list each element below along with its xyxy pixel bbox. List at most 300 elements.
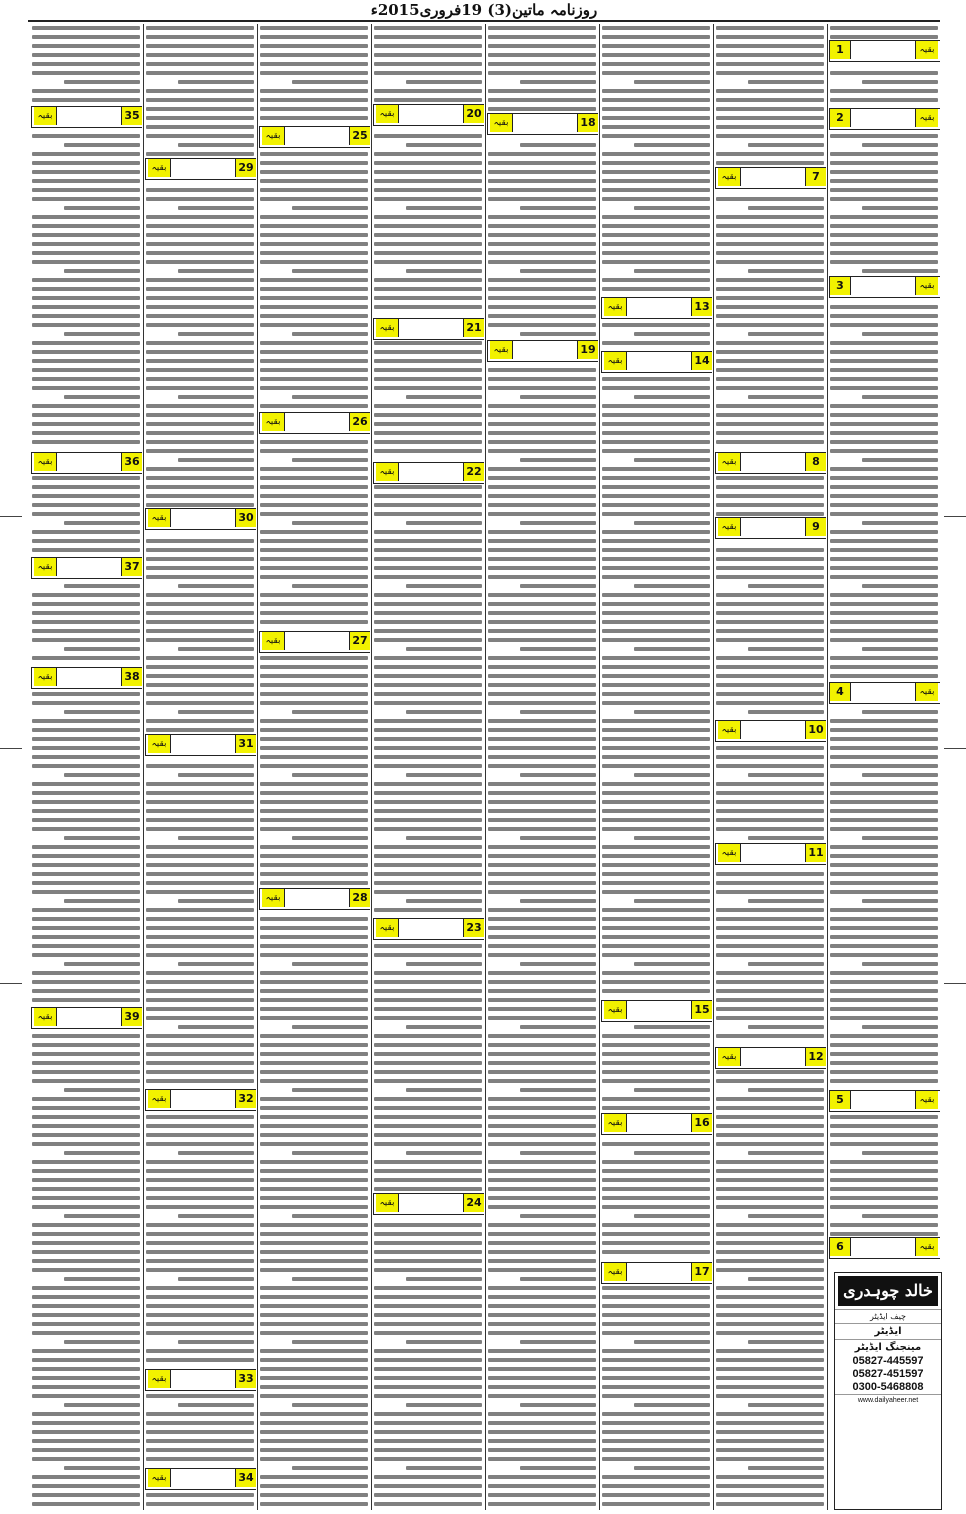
text-line [32,629,140,633]
continuation-badge[interactable] [715,452,826,474]
text-line [830,539,938,543]
text-line [602,341,710,345]
text-line [32,503,140,507]
text-line [374,386,482,390]
text-line [602,1358,710,1362]
text-line [374,989,482,993]
text-line [260,98,368,102]
text-line [406,962,482,966]
text-line [634,1025,710,1029]
text-line [602,1439,710,1443]
continuation-badge[interactable] [487,340,598,362]
text-line [146,782,254,786]
text-line [862,647,938,651]
text-line [488,1448,596,1452]
text-line [716,1133,824,1137]
continuation-badge[interactable] [31,452,142,474]
text-column [714,24,826,1510]
article-text [146,26,254,1510]
continuation-badge[interactable] [145,1468,256,1490]
text-line [488,692,596,696]
text-line [488,1376,596,1380]
text-line [374,431,482,435]
text-line [374,1079,482,1083]
text-line [146,1286,254,1290]
text-line [374,1043,482,1047]
text-line [260,863,368,867]
continuation-badge[interactable] [145,508,256,530]
text-line [716,1241,824,1245]
text-line [32,1187,140,1191]
text-line [634,1151,710,1155]
text-line [146,1187,254,1191]
continuation-label: بقیہ [604,1114,627,1132]
article-text [260,26,368,1510]
text-line [260,359,368,363]
text-line [260,755,368,759]
continuation-badge[interactable] [259,412,370,434]
text-line [830,1178,938,1182]
text-line [260,881,368,885]
text-line [146,791,254,795]
continuation-badge[interactable] [373,104,484,126]
text-line [488,89,596,93]
text-line [374,1295,482,1299]
text-line [292,206,368,210]
text-line [32,296,140,300]
text-line [32,809,140,813]
text-line [146,620,254,624]
text-line [488,953,596,957]
text-line [488,1322,596,1326]
text-line [374,71,482,75]
text-line [488,1223,596,1227]
text-line [602,449,710,453]
continuation-badge[interactable] [373,462,484,484]
text-line [862,1025,938,1029]
text-line [374,1124,482,1128]
text-line [716,602,824,606]
text-line [602,323,710,327]
text-line [488,53,596,57]
continuation-number: 24 [463,1194,484,1212]
text-line [634,1340,710,1344]
text-line [602,620,710,624]
text-line [374,1142,482,1146]
text-line [146,1313,254,1317]
text-line [602,125,710,129]
continuation-badge[interactable] [715,1047,826,1069]
text-line [260,1358,368,1362]
text-line [602,827,710,831]
text-line [830,629,938,633]
text-line [602,98,710,102]
continuation-badge[interactable] [373,318,484,340]
text-line [830,305,938,309]
text-line [830,359,938,363]
text-line [32,998,140,1002]
text-line [64,1277,140,1281]
text-line [488,152,596,156]
text-line [716,764,824,768]
text-line [260,602,368,606]
text-line [830,260,938,264]
continuation-badge[interactable] [601,1000,712,1022]
text-line [260,1187,368,1191]
text-line [146,971,254,975]
text-line [374,944,482,948]
text-line [260,215,368,219]
continuation-number: 21 [463,319,484,337]
text-line [260,26,368,30]
text-line [520,1025,596,1029]
text-line [830,953,938,957]
text-line [260,728,368,732]
continuation-label: بقیہ [262,632,285,650]
text-line [374,1304,482,1308]
text-line [260,1376,368,1380]
continuation-badge[interactable] [31,1007,142,1029]
column-rule [257,24,258,1510]
text-line [488,800,596,804]
text-line [32,35,140,39]
text-line [748,1214,824,1218]
text-line [488,1367,596,1371]
text-line [260,998,368,1002]
text-line [716,62,824,66]
continuation-badge[interactable] [145,158,256,180]
text-line [146,26,254,30]
text-line [520,899,596,903]
text-line [716,224,824,228]
text-line [260,1079,368,1083]
text-line [260,1160,368,1164]
text-line [602,1349,710,1353]
text-line [374,602,482,606]
text-line [716,1007,824,1011]
text-line [602,404,710,408]
text-line [716,746,824,750]
text-line [146,1142,254,1146]
continuation-badge[interactable] [715,843,826,865]
text-line [32,134,140,138]
text-line [260,1286,368,1290]
text-line [488,1016,596,1020]
continuation-number: 5 [830,1091,851,1109]
text-line [374,737,482,741]
continuation-badge[interactable] [259,888,370,910]
text-line [374,1394,482,1398]
text-line [260,575,368,579]
text-line [260,1322,368,1326]
continuation-badge[interactable] [829,108,940,130]
text-line [260,1313,368,1317]
continuation-number: 4 [830,683,851,701]
text-line [260,287,368,291]
text-line [260,53,368,57]
continuation-badge[interactable] [145,1089,256,1111]
text-line [260,62,368,66]
text-line [260,854,368,858]
text-line [488,1286,596,1290]
text-line [748,899,824,903]
continuation-number: 26 [349,413,370,431]
text-line [830,1052,938,1056]
text-line [830,944,938,948]
text-line [488,323,596,327]
text-line [260,1493,368,1497]
text-line [488,1349,596,1353]
text-line [32,197,140,201]
text-line [146,881,254,885]
continuation-badge[interactable] [601,297,712,319]
text-line [32,1160,140,1164]
text-line [64,395,140,399]
continuation-badge[interactable] [715,167,826,189]
text-line [406,584,482,588]
text-line [716,827,824,831]
text-line [374,872,482,876]
text-line [488,908,596,912]
text-line [374,251,482,255]
text-line [374,359,482,363]
fold-mark-left [0,516,22,517]
continuation-badge[interactable] [259,631,370,653]
text-line [716,386,824,390]
text-line [830,719,938,723]
text-line [520,710,596,714]
text-line [716,818,824,822]
text-line [716,1475,824,1479]
text-line [520,836,596,840]
text-line [260,809,368,813]
text-line [178,899,254,903]
continuation-badge[interactable] [145,734,256,756]
text-line [830,242,938,246]
text-line [602,1169,710,1173]
text-line [260,1367,368,1371]
text-line [260,1304,368,1308]
continuation-label: بقیہ [915,683,938,701]
continuation-badge[interactable] [145,1369,256,1391]
continuation-badge[interactable] [373,918,484,940]
text-line [488,386,596,390]
text-line [146,98,254,102]
text-line [32,1358,140,1362]
text-line [32,1448,140,1452]
text-line [634,1403,710,1407]
text-line [602,1034,710,1038]
text-line [602,854,710,858]
continuation-number: 9 [805,518,826,536]
text-line [32,1331,140,1335]
continuation-badge[interactable] [829,40,940,62]
text-line [178,836,254,840]
text-line [830,1007,938,1011]
text-column [30,24,142,1510]
text-line [488,224,596,228]
text-line [488,998,596,1002]
continuation-badge[interactable] [373,1193,484,1215]
continuation-number: 11 [805,844,826,862]
text-line [830,782,938,786]
continuation-badge[interactable] [487,113,598,135]
text-line [602,800,710,804]
text-line [602,1070,710,1074]
text-line [488,809,596,813]
text-line [602,656,710,660]
text-line [602,1043,710,1047]
text-line [634,1214,710,1218]
article-text [488,26,596,1510]
text-line [602,467,710,471]
text-line [32,764,140,768]
text-line [716,890,824,894]
text-line [716,1448,824,1452]
text-line [146,1178,254,1182]
text-line [32,1322,140,1326]
text-line [146,539,254,543]
text-line [830,1115,938,1119]
text-line [862,80,938,84]
text-line [146,476,254,480]
text-line [374,503,482,507]
text-line [830,350,938,354]
text-line [374,1187,482,1191]
text-line [374,1250,482,1254]
text-line [634,710,710,714]
text-line [602,503,710,507]
text-line [830,764,938,768]
text-line [488,728,596,732]
text-line [146,917,254,921]
text-line [634,458,710,462]
text-line [488,1169,596,1173]
text-line [602,278,710,282]
text-line [830,863,938,867]
continuation-badge[interactable] [31,667,142,689]
text-line [260,512,368,516]
text-line [260,665,368,669]
text-line [178,584,254,588]
continuation-label: بقیہ [148,509,171,527]
text-line [830,1205,938,1209]
text-line [488,35,596,39]
continuation-badge[interactable] [829,1237,940,1259]
text-line [32,1259,140,1263]
text-line [32,260,140,264]
continuation-label: بقیہ [604,298,627,316]
text-line [146,1124,254,1128]
continuation-badge[interactable] [601,1262,712,1284]
text-line [146,44,254,48]
text-line [260,800,368,804]
text-line [830,512,938,516]
text-line [716,1124,824,1128]
continuation-badge[interactable] [259,126,370,148]
continuation-badge[interactable] [829,1090,940,1112]
text-line [260,1223,368,1227]
text-line [716,512,824,516]
text-line [488,215,596,219]
text-line [488,1421,596,1425]
text-line [292,395,368,399]
continuation-number: 23 [463,919,484,937]
text-line [716,1106,824,1110]
text-line [146,188,254,192]
text-line [146,1331,254,1335]
text-line [260,503,368,507]
text-line [748,80,824,84]
text-line [146,314,254,318]
text-line [32,413,140,417]
text-line [716,1439,824,1443]
text-line [488,611,596,615]
text-line [32,818,140,822]
text-line [602,494,710,498]
text-line [374,512,482,516]
text-line [716,629,824,633]
continuation-badge[interactable] [601,1113,712,1135]
text-line [374,1097,482,1101]
text-line [146,1448,254,1452]
text-line [32,926,140,930]
continuation-badge[interactable] [829,682,940,704]
text-line [374,764,482,768]
text-line [488,107,596,111]
text-line [602,881,710,885]
continuation-label: بقیہ [262,413,285,431]
text-line [146,1241,254,1245]
text-line [602,1079,710,1083]
continuation-badge[interactable] [31,557,142,579]
text-line [374,530,482,534]
text-line [716,233,824,237]
text-line [488,629,596,633]
text-line [260,89,368,93]
text-line [146,350,254,354]
continuation-badge[interactable] [601,351,712,373]
continuation-label: بقیہ [718,453,741,471]
text-line [146,116,254,120]
continuation-badge[interactable] [715,720,826,742]
continuation-badge[interactable] [715,517,826,539]
text-line [830,449,938,453]
text-line [32,1412,140,1416]
text-line [488,440,596,444]
continuation-badge[interactable] [31,106,142,128]
text-line [488,1430,596,1434]
text-line [260,1061,368,1065]
text-line [488,674,596,678]
text-line [146,1502,254,1506]
text-line [488,530,596,534]
text-line [602,566,710,570]
text-line [602,926,710,930]
text-line [374,746,482,750]
text-line [374,287,482,291]
text-line [602,134,710,138]
text-line [716,1232,824,1236]
text-line [716,152,824,156]
text-line [32,1223,140,1227]
text-line [32,1376,140,1380]
text-line [32,1295,140,1299]
continuation-badge[interactable] [829,276,940,298]
text-line [716,98,824,102]
text-line [602,944,710,948]
text-line [488,1268,596,1272]
